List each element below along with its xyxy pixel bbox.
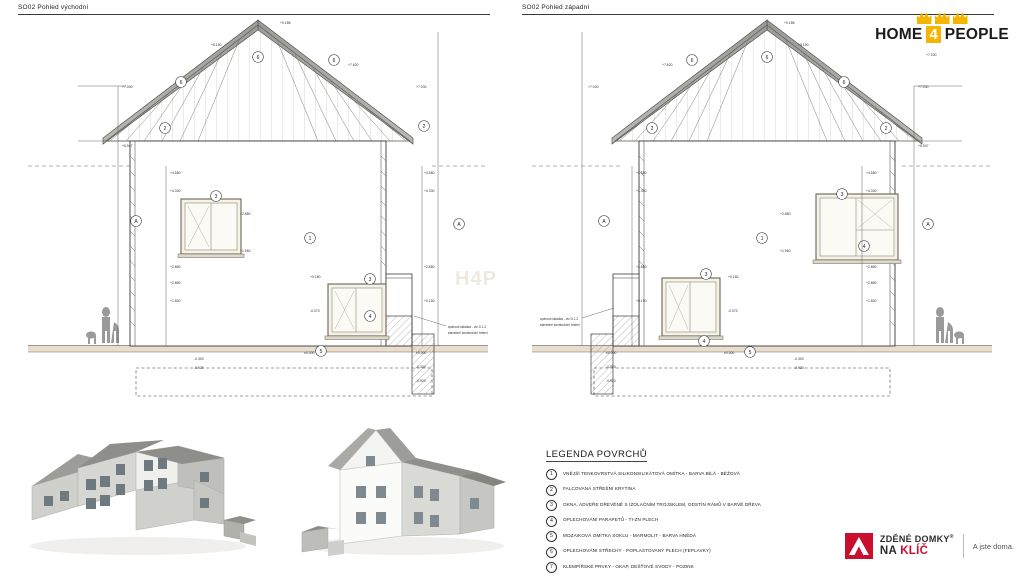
brand-line-2-prefix: NA — [879, 544, 901, 557]
svg-text:+1.960: +1.960 — [780, 249, 791, 253]
svg-text:+0.180: +0.180 — [728, 275, 739, 279]
svg-text:3: 3 — [840, 192, 844, 198]
svg-text:stavebně konstrukční řešení: stavebně konstrukční řešení — [448, 331, 488, 335]
svg-text:3: 3 — [368, 277, 372, 283]
svg-text:A: A — [134, 219, 138, 225]
svg-text:±0.000: ±0.000 — [724, 351, 735, 355]
svg-text:+7.030: +7.030 — [918, 85, 929, 89]
svg-text:+2.880: +2.880 — [780, 212, 791, 216]
panel-west-elevation — [522, 4, 1002, 404]
svg-text:-0.300: -0.300 — [416, 365, 426, 369]
logo-word-people: PEOPLE — [944, 26, 1009, 43]
legend-item-number: 4 — [546, 516, 557, 527]
footer-brand — [845, 533, 1014, 559]
svg-text:+2.880: +2.880 — [866, 265, 877, 269]
svg-text:4: 4 — [702, 339, 706, 345]
svg-text:spárová skládka - viz D.1.2: spárová skládka - viz D.1.2 — [540, 317, 579, 321]
panel-title-west: SO02 Pohled západní — [522, 4, 590, 11]
svg-text:6: 6 — [332, 58, 336, 64]
legend-panel — [546, 444, 876, 578]
registered-mark: ® — [949, 534, 954, 541]
svg-text:+4.330: +4.330 — [424, 189, 435, 193]
svg-text:+4.330: +4.330 — [170, 189, 181, 193]
svg-text:+7.620: +7.620 — [662, 63, 673, 67]
svg-text:A: A — [602, 219, 606, 225]
legend-list — [546, 469, 876, 573]
svg-text:6: 6 — [256, 55, 260, 61]
legend-item — [546, 562, 876, 573]
legend-item-number: 2 — [546, 485, 557, 496]
watermark: H4P — [455, 268, 497, 290]
svg-text:+2.880: +2.880 — [170, 281, 181, 285]
svg-text:1: 1 — [308, 236, 312, 242]
svg-text:2: 2 — [884, 126, 888, 132]
svg-text:+6.947: +6.947 — [122, 144, 133, 148]
brand-line-2 — [880, 545, 954, 557]
svg-text:+2.880: +2.880 — [240, 212, 251, 216]
home4people-logo — [868, 8, 1016, 50]
legend-title: LEGENDA POVRCHŮ — [546, 449, 648, 460]
svg-text:6: 6 — [690, 58, 694, 64]
svg-text:-0.070: -0.070 — [310, 309, 320, 313]
svg-text:6: 6 — [842, 80, 846, 86]
logo-word-four: 4 — [926, 26, 940, 43]
svg-text:+4.330: +4.330 — [636, 189, 647, 193]
svg-text:+6.947: +6.947 — [918, 144, 929, 148]
svg-text:-0.300: -0.300 — [194, 357, 204, 361]
footer-tagline: A jste doma. — [972, 541, 1014, 551]
svg-text:±0.000: ±0.000 — [416, 351, 427, 355]
legend-item-number: 3 — [546, 500, 557, 511]
svg-text:+7.620: +7.620 — [348, 63, 359, 67]
svg-text:+7.000: +7.000 — [588, 85, 599, 89]
legend-item-text: OPLECHOVÁNÍ PARAPETŮ - TI-ZN PLECH — [563, 517, 659, 522]
svg-text:+7.000: +7.000 — [122, 85, 133, 89]
svg-text:A: A — [457, 222, 461, 228]
svg-text:-0.920: -0.920 — [606, 379, 616, 383]
svg-text:+7.030: +7.030 — [926, 53, 937, 57]
crown-icon — [953, 11, 968, 24]
svg-text:+4.580: +4.580 — [424, 171, 435, 175]
svg-text:2: 2 — [163, 126, 167, 132]
svg-text:6: 6 — [765, 55, 769, 61]
legend-item-text: OKNA, ADVEŘE DŘEVĚNÉ S IZOLAČNÍM TROJSKLEM, ODSTÍN RÁMŮ V BARVĚ DŘEVA — [563, 501, 761, 507]
svg-text:-0.070: -0.070 — [728, 309, 738, 313]
legend-item-number: 7 — [546, 562, 557, 573]
svg-text:+4.580: +4.580 — [170, 171, 181, 175]
svg-text:-0.920: -0.920 — [794, 366, 804, 370]
legend-item — [546, 547, 876, 558]
svg-text:4: 4 — [368, 314, 372, 320]
svg-text:6: 6 — [179, 80, 183, 86]
legend-item-text: FALCOVANÁ STŘEŠNÍ KRYTINA — [563, 486, 636, 491]
legend-item-text: OPLECHOVÁNÍ STŘECHY - POPLASTOVANÝ PLECH (FEPLAVKY) — [563, 548, 711, 553]
svg-text:spárová skládka - viz D.1.2: spárová skládka - viz D.1.2 — [448, 325, 487, 329]
legend-item — [546, 469, 876, 480]
svg-text:±0.000: ±0.000 — [606, 351, 617, 355]
svg-text:+4.330: +4.330 — [866, 189, 877, 193]
svg-text:+1.960: +1.960 — [240, 249, 251, 253]
svg-text:+4.580: +4.580 — [636, 171, 647, 175]
svg-text:+0.150: +0.150 — [424, 299, 435, 303]
legend-item — [546, 531, 876, 542]
svg-text:+8.150: +8.150 — [211, 43, 222, 47]
legend-item-number: 6 — [546, 547, 557, 558]
crown-icon — [935, 11, 950, 24]
legend-item-number: 5 — [546, 531, 557, 542]
svg-text:3: 3 — [704, 272, 708, 278]
legend-item — [546, 516, 876, 527]
logo-word-home: HOME — [875, 26, 923, 43]
svg-text:±0.000: ±0.000 — [304, 351, 315, 355]
svg-text:+9.185: +9.185 — [784, 21, 795, 25]
brand-line-1 — [880, 535, 954, 544]
svg-text:-0.920: -0.920 — [194, 366, 204, 370]
svg-text:stavebně konstrukční řešení: stavebně konstrukční řešení — [540, 323, 580, 327]
footer-divider — [963, 534, 964, 558]
svg-text:5: 5 — [319, 349, 323, 355]
panel-title-east: SO02 Pohled východní — [18, 4, 89, 11]
svg-text:+2.880: +2.880 — [170, 265, 181, 269]
brand-line-2-accent: KLÍČ — [900, 544, 929, 557]
east-elevation-drawing — [18, 16, 498, 401]
west-elevation-drawing — [522, 16, 1002, 401]
svg-text:+4.580: +4.580 — [866, 171, 877, 175]
legend-item-text: KLEMPÍŘSKÉ PRVKY - OKAP, DEŠŤOVÉ SVODY - POZINK — [563, 563, 694, 569]
svg-text:+2.880: +2.880 — [636, 265, 647, 269]
svg-text:+1.500: +1.500 — [866, 299, 877, 303]
svg-text:-0.300: -0.300 — [794, 357, 804, 361]
svg-text:+9.185: +9.185 — [280, 21, 291, 25]
svg-text:2: 2 — [422, 124, 426, 130]
svg-text:+2.880: +2.880 — [866, 281, 877, 285]
panel-east-elevation — [18, 4, 498, 404]
legend-item-text: MOZAIKOVÁ OMÍTKA SOKLU - MARMOLIT - BARVA HNĚDÁ — [563, 532, 697, 538]
render-view-1 — [18, 424, 258, 564]
house-mark-icon — [845, 533, 873, 559]
svg-text:-0.300: -0.300 — [606, 365, 616, 369]
svg-text:1: 1 — [760, 236, 764, 242]
legend-item — [546, 485, 876, 496]
svg-text:+0.180: +0.180 — [310, 275, 321, 279]
crown-icon — [917, 11, 932, 24]
svg-text:+0.150: +0.150 — [636, 299, 647, 303]
svg-text:2: 2 — [650, 126, 654, 132]
svg-text:4: 4 — [862, 244, 866, 250]
svg-text:+7.030: +7.030 — [416, 85, 427, 89]
svg-text:+8.150: +8.150 — [798, 43, 809, 47]
svg-text:A: A — [926, 222, 930, 228]
crown-icons — [868, 8, 1016, 24]
svg-text:+2.880: +2.880 — [424, 265, 435, 269]
svg-text:5: 5 — [748, 350, 752, 356]
brand-line-1-text: ZDĚNÉ DOMKY — [879, 534, 950, 545]
svg-text:+1.500: +1.500 — [170, 299, 181, 303]
panel-title-rule-east — [18, 14, 490, 15]
render-view-2 — [284, 416, 524, 566]
legend-item-text: VNĚJŠÍ TENKOVRSTVÁ SILIKONSILIKÁTOVÁ OMÍTKA - BARVA BÍLÁ - BĚŽOVÁ — [563, 470, 740, 476]
svg-text:-0.920: -0.920 — [416, 379, 426, 383]
svg-text:3: 3 — [214, 194, 218, 200]
legend-item — [546, 500, 876, 511]
legend-item-number: 1 — [546, 469, 557, 480]
